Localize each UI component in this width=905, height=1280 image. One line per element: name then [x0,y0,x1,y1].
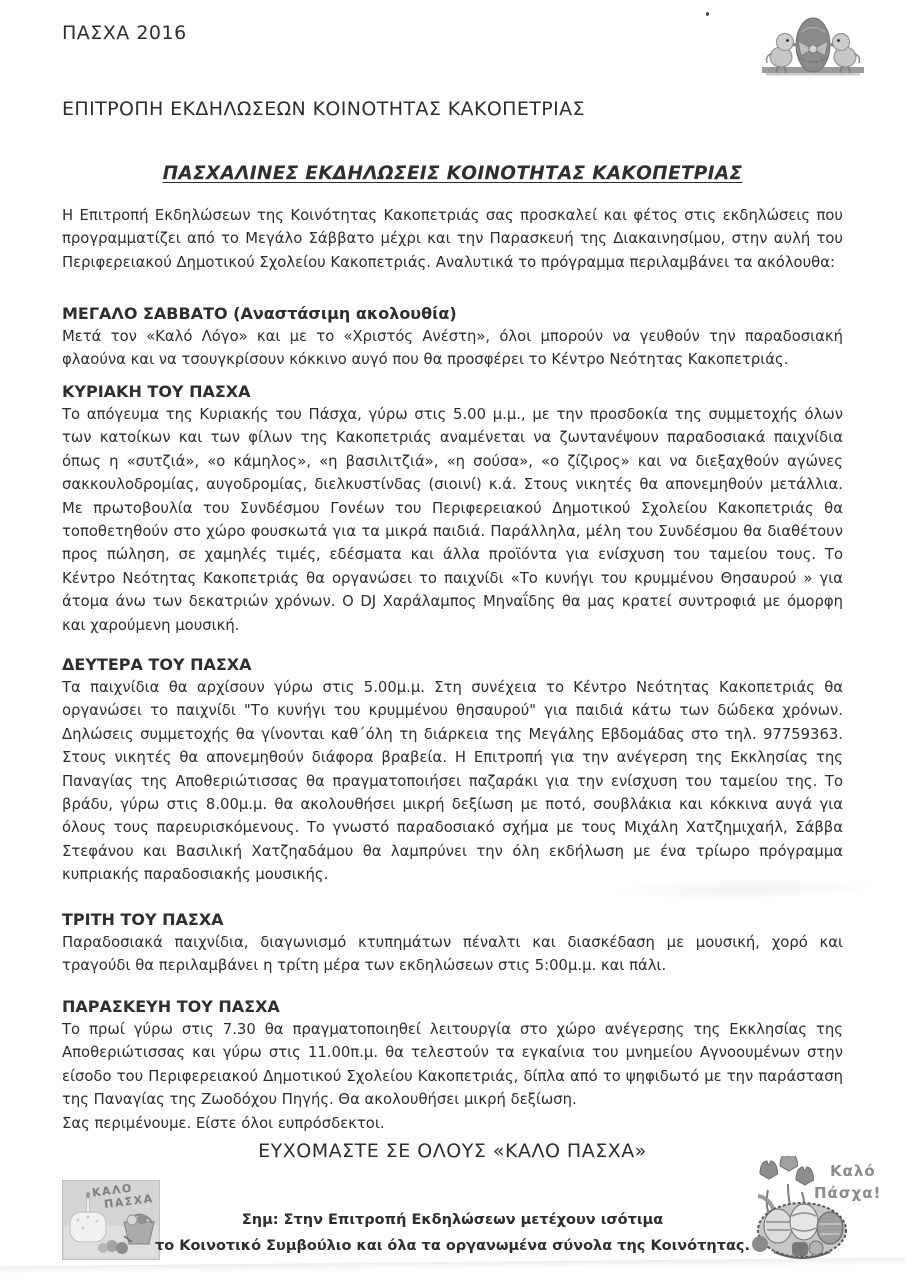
section-body-kyriaki: Το απόγευμα της Κυριακής του Πάσχα, γύρω στις 5.00 μ.μ., με την προσδοκία της συμμετοχής όλων των κατοίκων και των φίλων της Κακοπετριάς αναμένεται να ζωντανέψουν παραδοσιακά παιχνίδια όπως η «συτζιά», «ο κάμηλος», «η βασιλιτζιά», «η σούσα», «ο ζίζιρος» και να διεξαχθούν αγώνες σακκουλοδρομίας, αυγοδρομίας, διελκυστίνδας (σιοινί) κ.ά. Στους νικητές θα απονεμηθούν μετάλλια. Με πρωτοβουλία του Συνδέσμου Γονέων του Περιφερειακού Δημοτικού Σχολείου Κακοπετριάς θα τοποθετηθούν στο χώρο φουσκωτά για τα μικρά παιδιά. Παράλληλα, μέλη του Συνδέσμου θα διαθέτουν προς πώληση, σε χαμηλές τιμές, εδέσματα και άλλα προϊόντα για ενίσχυση του ταμείου τους. Το Κέντρο Νεότητας Κακοπετριάς θα οργανώσει το παιχνίδι «Το κυνήγι του κρυμμένου Θησαυρού » για άτομα άνω των δεκατριών χρόνων. Ο DJ Χαράλαμπος Μηναΐδης θα μας κρατεί συντροφιά με όμορφη και χαρούμενη μουσική. [62,406,843,634]
scan-streak [0,1258,905,1279]
page-title: ΠΑΣΧΑ 2016 [62,22,187,44]
section-heading-deytera: ΔΕΥΤΕΡΑ ΤΟΥ ΠΑΣΧΑ [62,655,252,674]
intro-paragraph: Η Επιτροπή Εκδηλώσεων της Κοινότητας Κακοπετριάς σας προσκαλεί και φέτος στις εκδηλώσεις που προγραμματίζει από το Μεγάλο Σάββατο μέχρι και την Παρασκευή της Διακαινησίμου, στην αυλή του Περιφερειακού Δημοτικού Σχολείου Κακοπετριάς. Αναλυτικά το πρόγραμμα περιλαμβάνει τα ακόλουθα: [62,207,843,271]
scan-speck [706,12,709,16]
section-heading-megalo-savvato: ΜΕΓΑΛΟ ΣΑΒΒΑΤΟ (Αναστάσιμη ακολουθία) [62,304,457,323]
section-heading-kyriaki: ΚΥΡΙΑΚΗ ΤΟΥ ΠΑΣΧΑ [62,382,251,401]
section-body-megalo-savvato: Μετά τον «Καλό Λόγο» και με το «Χριστός Ανέστη», όλοι μπορούν να γευθούν την παραδοσιακή φλαούνα και να τσουγκρίσουν κόκκινο αυγό που θα προσφέρει το Κέντρο Νεότητας Κακοπετριάς. [62,328,843,369]
section-heading-paraskevi: ΠΑΡΑΣΚΕΥΗ ΤΟΥ ΠΑΣΧΑ [62,997,280,1016]
basket-caption-pascha: Πάσχα! [814,1184,882,1202]
footnote-line-1: Σημ: Στην Επιτροπή Εκδηλώσεων μετέχουν ισότιμα [241,1212,664,1228]
easter-egg-chicks-image [760,16,866,82]
section-heading-triti: ΤΡΙΤΗ ΤΟΥ ΠΑΣΧΑ [62,910,224,929]
wish-line: ΕΥΧΟΜΑΣΤΕ ΣΕ ΟΛΟΥΣ «ΚΑΛΟ ΠΑΣΧΑ» [258,1140,647,1163]
section-body-deytera: Τα παιχνίδια θα αρχίσουν γύρω στις 5.00μ.μ. Στη συνέχεια το Κέντρο Νεότητας Κακοπετριάς θα οργανώσει το παιχνίδι "Το κυνήγι του κρυμμένου θησαυρού" για παιδιά κάτω των δώδεκα χρόνων. Δηλώσεις συμμετοχής θα γίνονται καθ΄όλη τη διάρκεια της Μεγάλης Εβδομάδας στο τηλ. 97759363. Στους νικητές θα απονεμηθούν διάφορα βραβεία. Η Επιτροπή για την ανέγερση της Εκκλησίας της Παναγίας της Αποθεριώτισσας θα πραγματοποιήσει παζαράκι για την ενίσχυση του ταμείου της. Το βράδυ, γύρω στις 8.00μ.μ. θα ακολουθήσει μικρή δεξίωση με ποτό, σουβλάκια και κόκκινα αυγά για όλους τους παρευρισκόμενους. Το γνωστό παραδοσιακό σχήμα με τους Μιχάλη Χατζημιχαήλ, Σάββα Στεφάνου και Βασιλική Χατζηαδάμου θα λαμπρύνει την όλη εκδήλωση με ένα τρίωρο πρόγραμμα κυπριακής παραδοσιακής μουσικής. [62,679,843,884]
main-title [0,163,905,184]
easter-basket-tulips-image [744,1156,882,1264]
footnote-line-2: το Κοινοτικό Συμβούλιο και όλα τα οργανωμένα σύνολα της Κοινότητας. [154,1238,751,1254]
basket-caption-kalo: Καλό [830,1162,876,1180]
section-body-paraskevi: Το πρωί γύρω στις 7.30 θα πραγματοποιηθεί λειτουργία στο χώρο ανέγερσης της Εκκλησίας της Αποθεριώτισσας και γύρω στις 11.00π.μ. θα τελεστούν τα εγκαίνια του μνημείου Αγνοουμένων στην είσοδο του Περιφερειακού Δημοτικού Σχολείου Κακοπετριάς, δίπλα από το ψηφιδωτό με την παράσταση της Παναγίας της Ζωοδόχου Πηγής. Θα ακολουθήσει μικρή δεξίωση. [62,1021,843,1109]
document-body [62,204,843,1164]
closing-line: Σας περιμένουμε. Είστε όλοι ευπρόσδεκτοι. [62,1115,385,1132]
photo-caption-pascha: ΠΑΣΧΑ [103,1192,155,1211]
photo-caption-kalo: ΚΑΛΟ [91,1181,134,1200]
organization-title: ΕΠΙΤΡΟΠΗ ΕΚΔΗΛΩΣΕΩΝ ΚΟΙΝΟΤΗΤΑΣ ΚΑΚΟΠΕΤΡΙΑΣ [62,98,585,120]
scan-smudge [600,875,890,902]
section-body-triti: Παραδοσιακά παιχνίδια, διαγωνισμό κτυπημάτων πέναλτι και διασκέδαση με μουσική, χορό και τραγούδι θα περιλαμβάνει η τρίτη μέρα των εκδηλώσεων στις 5:00μ.μ. και πάλι. [62,934,843,975]
main-title-text: ΠΑΣΧΑΛΙΝΕΣ ΕΚΔΗΛΩΣΕΙΣ ΚΟΙΝΟΤΗΤΑΣ ΚΑΚΟΠΕΤΡΙΑΣ [162,163,743,184]
easter-egg-chicks-icon [760,16,866,78]
